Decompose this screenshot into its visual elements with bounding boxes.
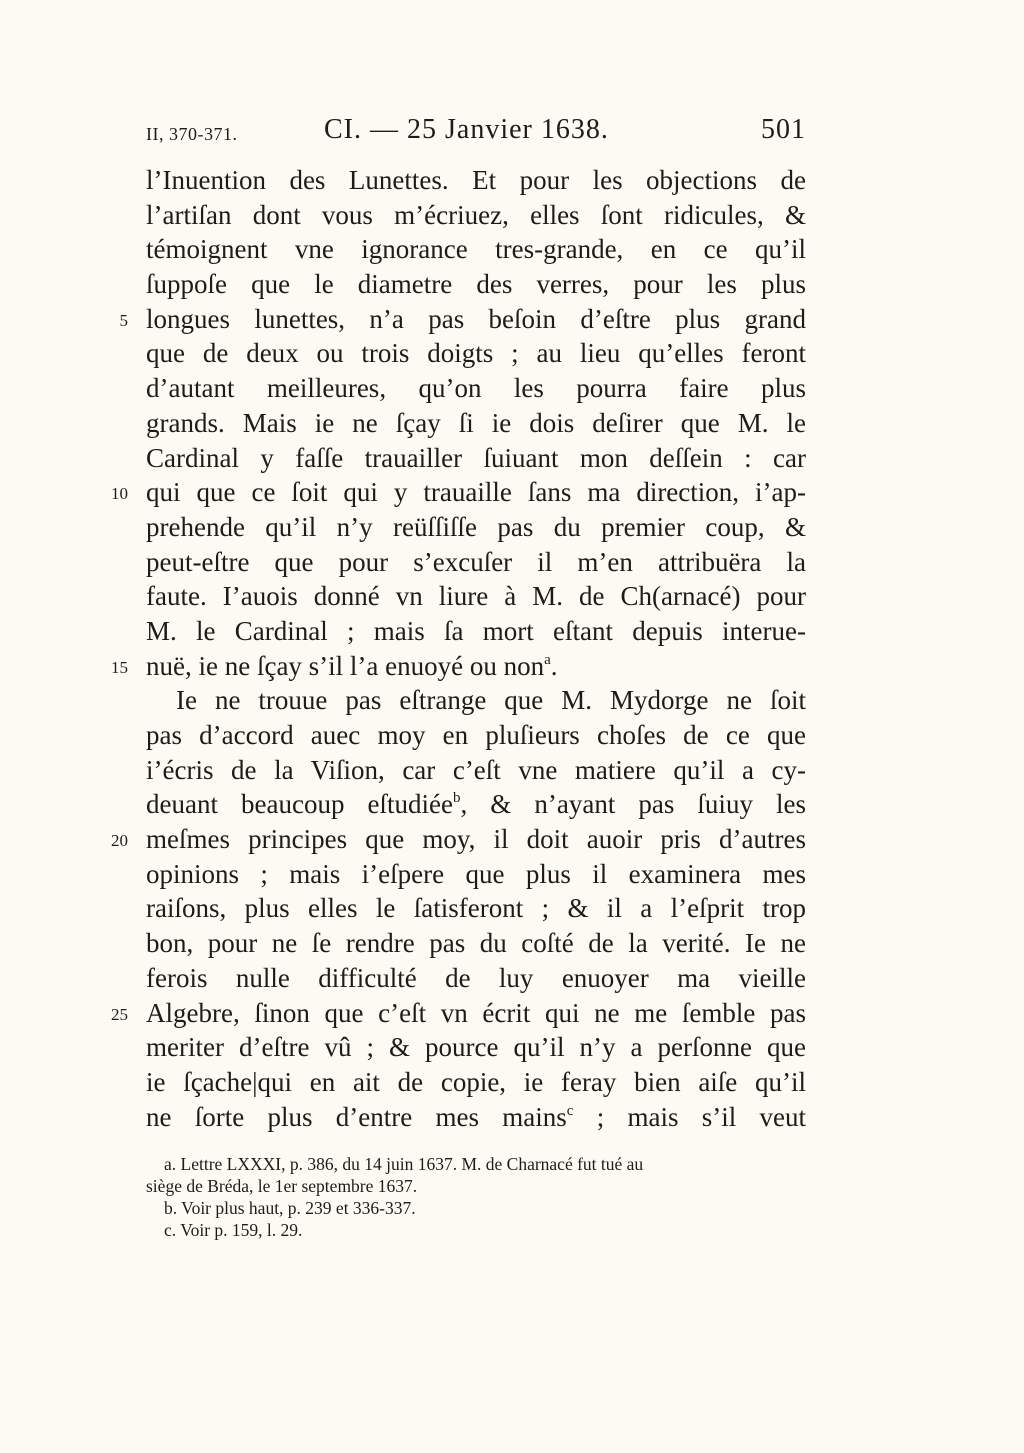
line-text: ie ſçache|qui en ait de copie, ie feray bien aiſe qu’il [146,1066,806,1097]
line-text: d’autant meilleures, qu’on les pourra faire plus [146,373,806,404]
page-reference: II, 370-371. [146,124,238,144]
footnote: b. Voir plus haut, p. 239 et 336-337. [164,1198,416,1218]
line-text-tail: , & n’ayant pas ſuiuy les [460,789,806,820]
footnotes [146,1153,846,1241]
footnote: siège de Bréda, le 1er septembre 1637. [146,1176,418,1196]
text-line [146,406,806,441]
text-line [119,302,806,337]
footnote: c. Voir p. 159, l. 29. [164,1220,303,1240]
text-line [146,961,806,996]
text-line [146,267,806,302]
footnote-marker: a [544,651,551,668]
text-line [146,891,806,926]
running-header [146,112,806,152]
line-number: 25 [111,1004,128,1024]
line-text: meſmes principes que moy, il doit auoir pris d’autres [146,824,806,855]
text-line [146,753,806,788]
line-text: l’artiſan dont vous m’écriuez, elles ſont ridicules, & [146,199,806,230]
line-text: ne ſorte plus d’entre mes mains [146,1101,567,1132]
page-number: 501 [761,114,806,145]
footnote: a. Lettre LXXXI, p. 386, du 14 juin 1637. M. de Charnacé fut tué au [164,1154,644,1174]
line-text: pas d’accord auec moy en pluſieurs choſes de ce que [146,720,806,750]
text-line [146,787,806,822]
text-line [111,822,806,857]
text-line [146,1100,806,1135]
text-line [146,1030,806,1065]
footnote-marker: b [453,790,461,807]
line-text: opinions ; mais i’eſpere que plus il examinera mes [146,858,806,889]
footnote-marker: c [566,1102,574,1119]
line-text: raiſons, plus elles le ſatisferont ; & il a l’eſprit trop [146,893,806,924]
text-line [111,649,806,684]
line-number: 15 [111,657,128,677]
line-text: i’écris de la Viſion, car c’eſt vne matiere qu’il a cy- [146,754,806,785]
text-line [146,683,806,718]
line-text: longues lunettes, n’a pas beſoin d’eſtre plus grand [146,303,806,334]
line-text: que de deux ou trois doigts ; au lieu qu’elles feront [146,338,806,369]
text-line [111,475,806,510]
text-line [146,510,806,545]
line-text: Algebre, ſinon que c’eſt vn écrit qui ne me ſemble pas [146,997,806,1028]
text-line [146,1065,806,1100]
line-text: peut-eſtre que pour s’excuſer il m’en attribuëra la [146,546,806,577]
text-line [146,441,806,476]
text-line [146,163,806,198]
line-text: deuant beaucoup eſtudiée [146,789,453,820]
letter-body [111,163,806,1134]
line-number: 10 [111,484,128,504]
text-line [111,996,806,1031]
line-text: Cardinal y faſſe trauailler ſuiuant mon deſſein : car [146,442,806,473]
text-line [146,718,806,753]
line-number: 5 [119,310,128,330]
text-line [146,614,806,649]
line-text: ferois nulle difficulté de luy enuoyer ma vieille [146,962,806,993]
letter-heading: CI. — 25 Janvier 1638. [324,114,609,145]
line-text: bon, pour ne ſe rendre pas du coſté de la verité. Ie ne [146,928,806,959]
line-text: meriter d’eſtre vû ; & pource qu’il n’y a perſonne que [146,1032,806,1063]
text-line [146,371,806,406]
line-text: M. le Cardinal ; mais ſa mort eſtant depuis interue- [146,615,806,646]
text-line [146,198,806,233]
line-text: prehende qu’il n’y reüſſiſſe pas du premier coup, & [146,511,806,542]
text-line [146,336,806,371]
line-text: témoignent vne ignorance tres-grande, en ce qu’il [146,234,806,265]
text-line [146,857,806,892]
line-number: 20 [111,831,128,851]
line-text: nuë, ie ne ſçay s’il l’a enuoyé ou non [146,650,545,681]
line-text: qui que ce ſoit qui y trauaille ſans ma direction, i’ap- [146,477,806,508]
line-text: ſuppoſe que le diametre des verres, pour les plus [146,269,806,300]
line-text: grands. Mais ie ne ſçay ſi ie dois deſirer que M. le [146,407,806,438]
line-text: Ie ne trouue pas eſtrange que M. Mydorge ne ſoit [176,685,806,716]
line-text-tail: ; mais s’il veut [573,1101,806,1132]
line-text-tail: . [550,650,558,681]
line-text: l’Inuention des Lunettes. Et pour les objections de [146,165,806,195]
text-line [146,926,806,961]
text-line [146,579,806,614]
text-line [146,232,806,267]
text-line [146,545,806,580]
line-text: faute. I’auois donné vn liure à M. de Ch(arnacé) pour [146,581,806,612]
